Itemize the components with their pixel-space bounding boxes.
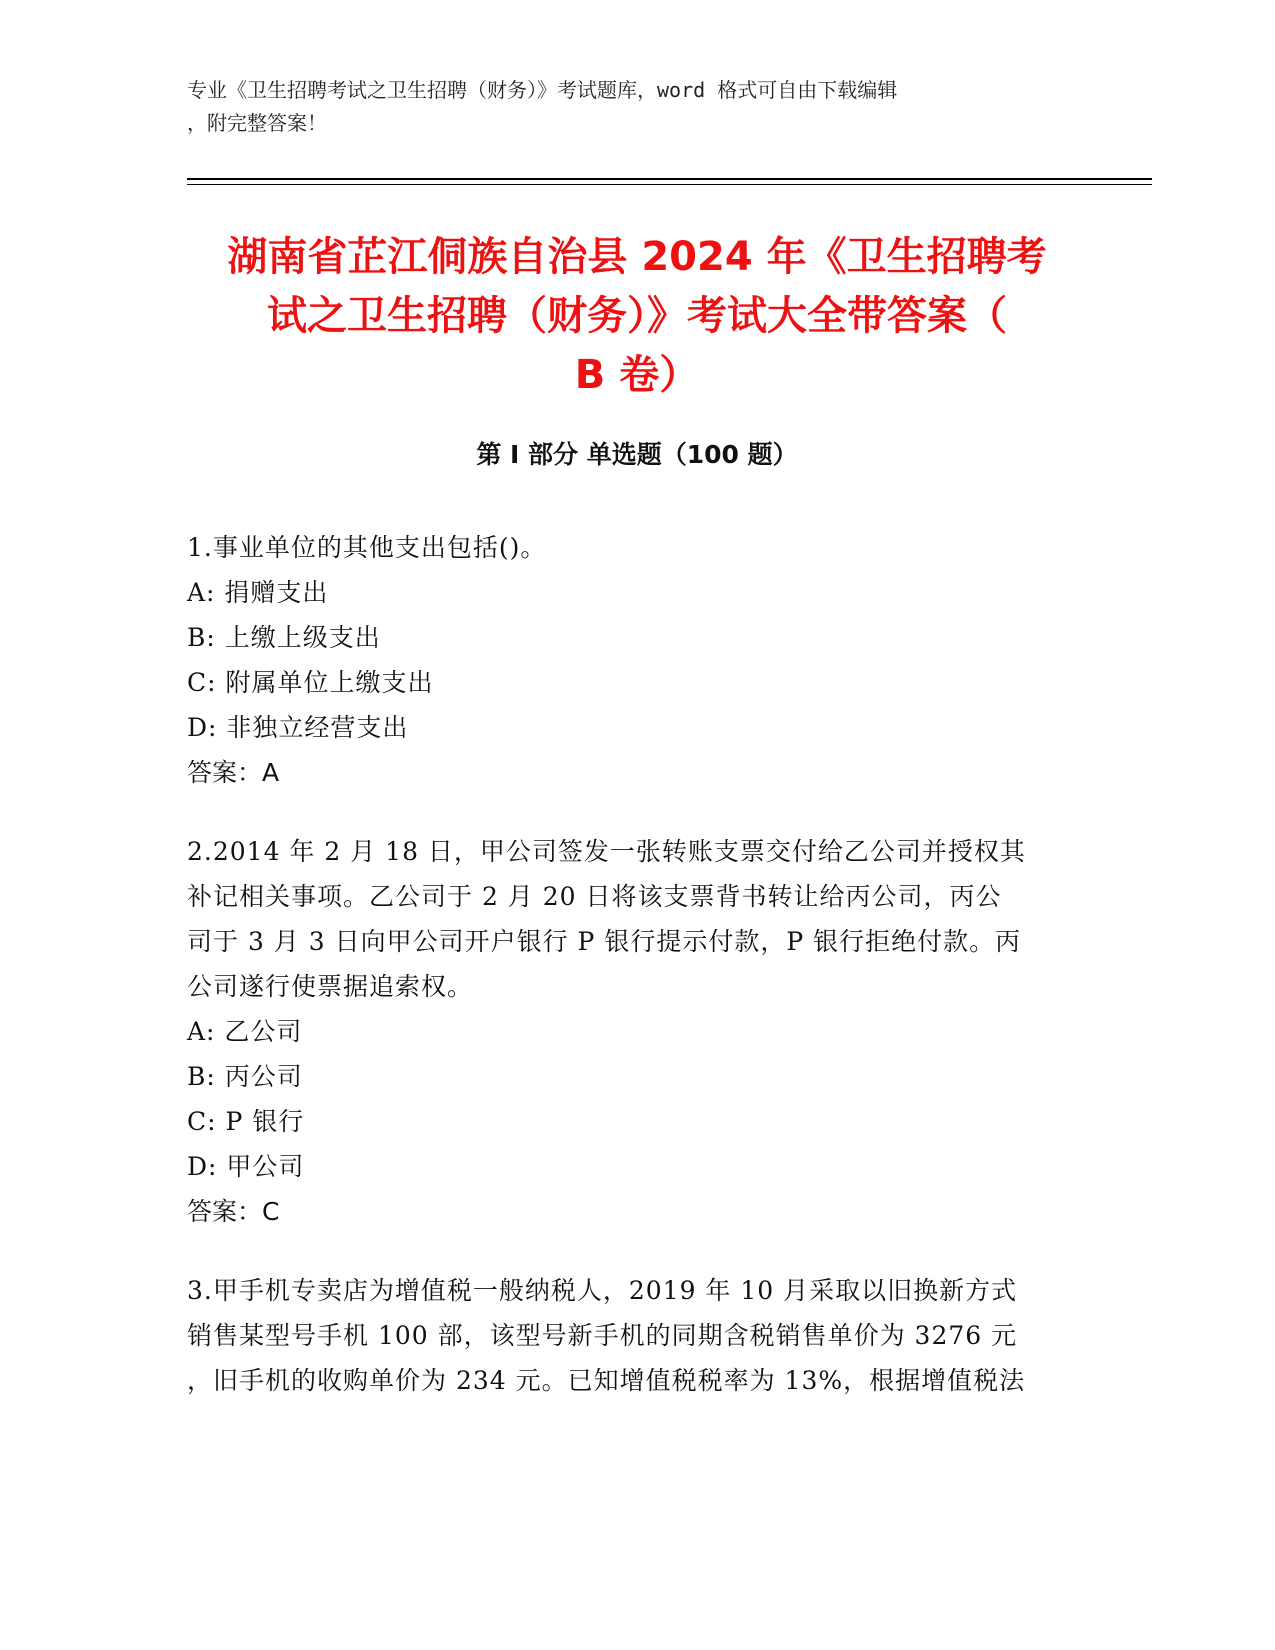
- option-d: D: 甲公司: [187, 1152, 305, 1181]
- option-c: C: P 银行: [187, 1107, 305, 1136]
- answer: 答案：A: [187, 758, 280, 787]
- header-divider-thick: [187, 178, 1152, 180]
- header-note-line-2: ，附完整答案！: [187, 111, 327, 135]
- header-note: [187, 74, 1067, 140]
- option-c: C: 附属单位上缴支出: [187, 668, 434, 697]
- answer: 答案：C: [187, 1197, 280, 1226]
- question-stem-line: 销售某型号手机 100 部，该型号新手机的同期含税销售单价为 3276 元: [187, 1321, 1018, 1350]
- option-a: A: 乙公司: [187, 1017, 303, 1046]
- header-note-line-1: 专业《卫生招聘考试之卫生招聘（财务）》考试题库，word 格式可自由下载编辑: [187, 78, 898, 102]
- option-b: B: 上缴上级支出: [187, 623, 381, 652]
- question-2: [187, 829, 1087, 1234]
- document-title: [187, 228, 1087, 405]
- option-b: B: 丙公司: [187, 1062, 303, 1091]
- question-stem-line: 补记相关事项。乙公司于 2 月 20 日将该支票背书转让给丙公司，丙公: [187, 882, 1002, 911]
- question-stem-line: ，旧手机的收购单价为 234 元。已知增值税税率为 13%，根据增值税法: [187, 1366, 1026, 1395]
- question-stem-line: 3.甲手机专卖店为增值税一般纳税人，2019 年 10 月采取以旧换新方式: [187, 1276, 1018, 1305]
- question-stem-line: 2.2014 年 2 月 18 日，甲公司签发一张转账支票交付给乙公司并授权其: [187, 837, 1026, 866]
- section-title: 第 I 部分 单选题（100 题）: [476, 440, 798, 469]
- option-a: A: 捐赠支出: [187, 578, 329, 607]
- question-1: [187, 525, 1087, 795]
- question-stem-line: 司于 3 月 3 日向甲公司开户银行 P 银行提示付款，P 银行拒绝付款。丙: [187, 927, 1022, 956]
- question-stem-line: 1.事业单位的其他支出包括()。: [187, 533, 547, 562]
- document-title-line-1: 湖南省芷江侗族自治县 2024 年《卫生招聘考: [227, 234, 1047, 280]
- question-list: [187, 525, 1087, 1437]
- document-title-line-2: 试之卫生招聘（财务）》考试大全带答案（: [267, 293, 1007, 339]
- option-d: D: 非独立经营支出: [187, 713, 409, 742]
- document-title-line-3: B 卷）: [574, 352, 700, 398]
- question-stem-line: 公司遂行使票据追索权。: [187, 972, 474, 1001]
- question-3: [187, 1268, 1087, 1403]
- header-divider-thin: [187, 184, 1152, 185]
